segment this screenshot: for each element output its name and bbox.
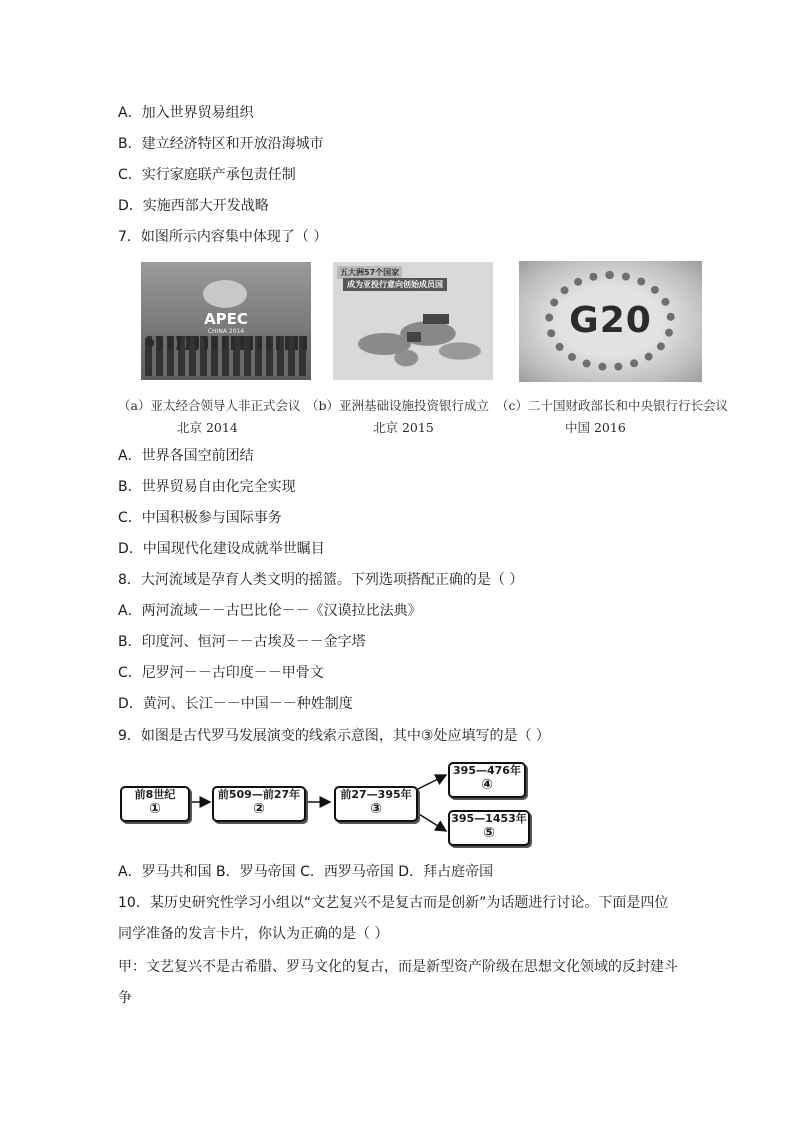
flow-box-1-number: ① <box>149 801 161 817</box>
q9-options: A．罗马共和国 B．罗马帝国 C．西罗马帝国 D．拜占庭帝国 <box>118 864 494 880</box>
flow-box-1 <box>120 786 190 822</box>
flow-box-3-period: 前27—395年 <box>340 788 412 801</box>
q8-option-c: C．尼罗河－－古印度－－甲骨文 <box>118 665 324 681</box>
arrow-3-4 <box>414 775 446 791</box>
aiib-photo <box>333 262 493 380</box>
caption-b: （b）亚洲基础设施投资银行成立 <box>306 398 490 413</box>
aiib-subheadline: 成为亚投行意向创始成员国 <box>343 278 447 291</box>
flow-box-5-period: 395—1453年 <box>451 812 527 825</box>
q7-option-b: B．世界贸易自由化完全实现 <box>118 479 296 495</box>
q9-stem: 9．如图是古代罗马发展演变的线索示意图，其中③处应填写的是（ ） <box>118 728 550 744</box>
q6-option-b: B．建立经济特区和开放沿海城市 <box>118 136 324 152</box>
flow-box-4 <box>448 762 526 798</box>
aiib-headline: 五大洲57个国家 <box>337 266 402 279</box>
flow-box-5-number: ⑤ <box>483 825 495 841</box>
q7-option-d: D．中国现代化建设成就举世瞩目 <box>118 541 325 557</box>
q7-stem: 7．如图所示内容集中体现了（ ） <box>118 229 328 245</box>
q8-option-d: D．黄河、长江－－中国－－种姓制度 <box>118 696 353 712</box>
q6-option-d: D．实施西部大开发战略 <box>118 198 269 214</box>
caption-c: （c）二十国财政部长和中央银行行长会议 <box>496 398 729 413</box>
caption-b-place: 北京 2015 <box>373 420 434 435</box>
q7-option-a: A．世界各国空前团结 <box>118 448 254 464</box>
flow-box-3 <box>334 786 418 822</box>
apec-logo-text: APEC <box>204 310 248 328</box>
apec-logo-subtext: CHINA 2014 <box>207 328 245 335</box>
q8-stem: 8．大河流域是孕育人类文明的摇篮。下列选项搭配正确的是（ ） <box>118 572 524 588</box>
flow-box-2 <box>212 786 306 822</box>
caption-a: （a）亚太经合领导人非正式会议 <box>118 398 301 413</box>
flow-box-1-period: 前8世纪 <box>134 788 176 801</box>
q6-option-a: A．加入世界贸易组织 <box>118 105 254 121</box>
q10-card-jia-line1: 甲：文艺复兴不是古希腊、罗马文化的复古，而是新型资产阶级在思想文化领域的反封建斗 <box>118 959 678 975</box>
q10-stem-line1: 10．某历史研究性学习小组以“文艺复兴不是复古而是创新”为话题进行讨论。下面是四位 <box>118 895 669 911</box>
g20-logo-text: G20 <box>569 300 652 341</box>
caption-c-place: 中国 2016 <box>565 420 626 435</box>
flow-box-2-period: 前509—前27年 <box>217 788 301 801</box>
q8-option-b: B．印度河、恒河－－古埃及－－金字塔 <box>118 634 366 650</box>
flow-box-2-number: ② <box>253 801 265 817</box>
arrow-3-5 <box>414 811 446 831</box>
q10-card-jia-line2: 争 <box>118 990 132 1006</box>
flow-box-5 <box>448 810 530 846</box>
q8-option-a: A．两河流域－－古巴比伦－－《汉谟拉比法典》 <box>118 603 422 619</box>
q6-option-c: C．实行家庭联产承包责任制 <box>118 167 296 183</box>
apec-photo <box>141 262 311 380</box>
g20-photo <box>519 261 702 382</box>
q7-option-c: C．中国积极参与国际事务 <box>118 510 282 526</box>
flow-box-3-number: ③ <box>370 801 382 817</box>
flow-box-4-number: ④ <box>481 777 493 793</box>
flow-box-4-period: 395—476年 <box>453 764 521 777</box>
q10-stem-line2: 同学准备的发言卡片，你认为正确的是（ ） <box>118 926 389 942</box>
caption-a-place: 北京 2014 <box>177 420 238 435</box>
